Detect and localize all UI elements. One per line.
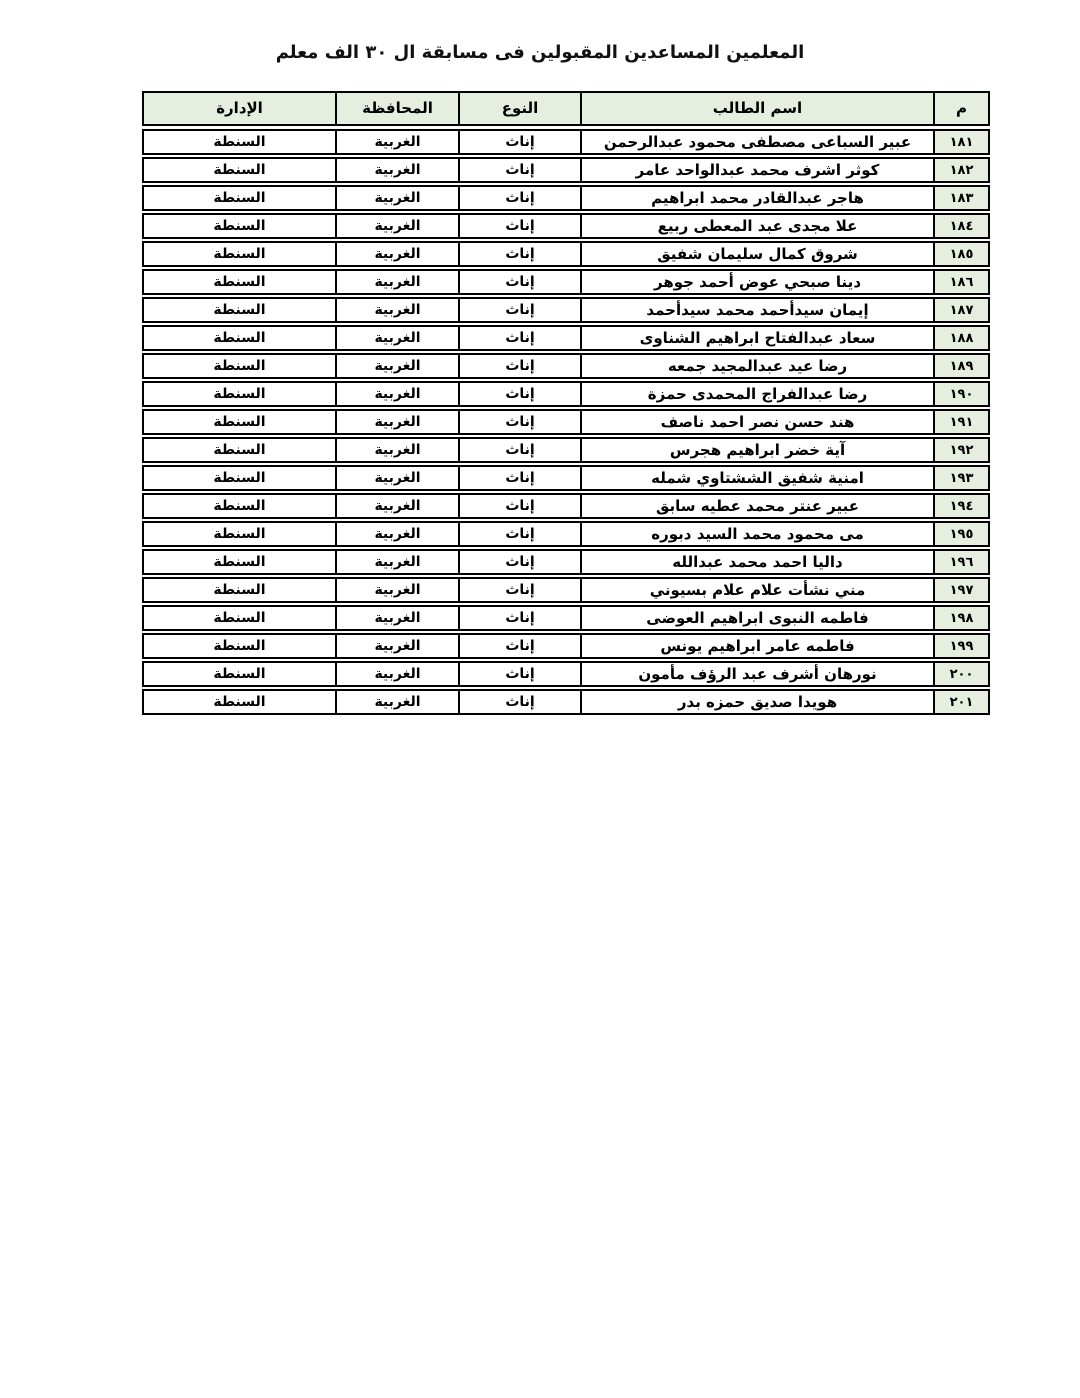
cell-gender: إناث — [458, 215, 580, 237]
header-student-name: اسم الطالب — [580, 93, 933, 124]
cell-number: ١٨٥ — [933, 243, 988, 265]
table-row — [142, 633, 990, 659]
cell-gender: إناث — [458, 551, 580, 573]
cell-governorate: الغربية — [335, 607, 458, 629]
cell-gender: إناث — [458, 355, 580, 377]
table-row — [142, 689, 990, 715]
cell-gender: إناث — [458, 411, 580, 433]
cell-student-name: عبير السباعى مصطفى محمود عبدالرحمن — [580, 131, 933, 153]
cell-gender: إناث — [458, 495, 580, 517]
cell-student-name: علا مجدى عبد المعطى ربيع — [580, 215, 933, 237]
table-row — [142, 605, 990, 631]
table-header-row — [142, 91, 990, 126]
cell-governorate: الغربية — [335, 691, 458, 713]
cell-governorate: الغربية — [335, 243, 458, 265]
cell-number: ١٩١ — [933, 411, 988, 433]
cell-administration: السنطة — [213, 470, 266, 486]
cell-student-name: مى محمود محمد السيد دبوره — [580, 523, 933, 545]
cell-student-name: إيمان سيدأحمد محمد سيدأحمد — [580, 299, 933, 321]
cell-administration: السنطة — [213, 190, 266, 206]
cell-gender: إناث — [458, 131, 580, 153]
cell-gender: إناث — [458, 579, 580, 601]
page-title: المعلمين المساعدين المقبولين فى مسابقة ال ٣٠ الف معلم — [275, 42, 805, 63]
table-row — [142, 297, 990, 323]
cell-student-name: دينا صبحي عوض أحمد جوهر — [580, 271, 933, 293]
cell-gender: إناث — [458, 187, 580, 209]
cell-number: ١٩٨ — [933, 607, 988, 629]
cell-number: ١٨٩ — [933, 355, 988, 377]
cell-student-name: هاجر عبدالقادر محمد ابراهيم — [580, 187, 933, 209]
cell-administration: السنطة — [213, 442, 266, 458]
cell-number: ١٨٣ — [933, 187, 988, 209]
table-row — [142, 213, 990, 239]
cell-number: ١٩٤ — [933, 495, 988, 517]
cell-governorate: الغربية — [335, 187, 458, 209]
cell-student-name: آية خضر ابراهيم هجرس — [580, 439, 933, 461]
cell-administration: السنطة — [213, 638, 266, 654]
table-row — [142, 353, 990, 379]
table-row — [142, 521, 990, 547]
table-row — [142, 465, 990, 491]
cell-number: ١٩٩ — [933, 635, 988, 657]
cell-administration: السنطة — [213, 498, 266, 514]
cell-student-name: داليا احمد محمد عبدالله — [580, 551, 933, 573]
cell-gender: إناث — [458, 663, 580, 685]
table-row — [142, 493, 990, 519]
cell-gender: إناث — [458, 383, 580, 405]
cell-student-name: كوثر اشرف محمد عبدالواحد عامر — [580, 159, 933, 181]
cell-number: ١٨٧ — [933, 299, 988, 321]
cell-number: ١٨٤ — [933, 215, 988, 237]
cell-governorate: الغربية — [335, 383, 458, 405]
cell-governorate: الغربية — [335, 579, 458, 601]
cell-governorate: الغربية — [335, 215, 458, 237]
cell-governorate: الغربية — [335, 411, 458, 433]
cell-administration: السنطة — [213, 666, 266, 682]
cell-student-name: فاطمه عامر ابراهيم يونس — [580, 635, 933, 657]
cell-gender: إناث — [458, 691, 580, 713]
cell-gender: إناث — [458, 439, 580, 461]
cell-administration: السنطة — [213, 694, 266, 710]
table-row — [142, 269, 990, 295]
cell-administration: السنطة — [213, 358, 266, 374]
cell-number: ١٩٥ — [933, 523, 988, 545]
teachers-table — [142, 91, 990, 715]
table-row — [142, 157, 990, 183]
cell-number: ١٨٨ — [933, 327, 988, 349]
cell-governorate: الغربية — [335, 635, 458, 657]
table-row — [142, 241, 990, 267]
cell-administration: السنطة — [213, 554, 266, 570]
cell-gender: إناث — [458, 523, 580, 545]
cell-governorate: الغربية — [335, 495, 458, 517]
cell-administration: السنطة — [213, 414, 266, 430]
table-body — [142, 129, 990, 715]
cell-administration: السنطة — [213, 526, 266, 542]
cell-number: ١٩٧ — [933, 579, 988, 601]
cell-number: ١٩٠ — [933, 383, 988, 405]
table-row — [142, 409, 990, 435]
cell-gender: إناث — [458, 607, 580, 629]
header-governorate: المحافظة — [335, 93, 458, 124]
table-row — [142, 381, 990, 407]
cell-number: ١٩٣ — [933, 467, 988, 489]
cell-governorate: الغربية — [335, 131, 458, 153]
cell-student-name: عبير عنتر محمد عطيه سابق — [580, 495, 933, 517]
cell-student-name: مني نشأت علام علام بسيوني — [580, 579, 933, 601]
cell-gender: إناث — [458, 243, 580, 265]
cell-number: ٢٠١ — [933, 691, 988, 713]
cell-number: ١٩٢ — [933, 439, 988, 461]
cell-administration: السنطة — [213, 302, 266, 318]
cell-administration: السنطة — [213, 134, 266, 150]
cell-gender: إناث — [458, 159, 580, 181]
cell-governorate: الغربية — [335, 299, 458, 321]
cell-student-name: فاطمه النبوى ابراهيم العوضى — [580, 607, 933, 629]
table-row — [142, 549, 990, 575]
cell-governorate: الغربية — [335, 327, 458, 349]
table-row — [142, 577, 990, 603]
cell-governorate: الغربية — [335, 467, 458, 489]
cell-governorate: الغربية — [335, 523, 458, 545]
header-administration: الإدارة — [144, 93, 335, 124]
cell-gender: إناث — [458, 467, 580, 489]
cell-governorate: الغربية — [335, 551, 458, 573]
cell-student-name: رضا عبدالفراج المحمدى حمزة — [580, 383, 933, 405]
cell-gender: إناث — [458, 271, 580, 293]
cell-student-name: هويدا صديق حمزه بدر — [580, 691, 933, 713]
table-row — [142, 325, 990, 351]
cell-governorate: الغربية — [335, 355, 458, 377]
table-row — [142, 185, 990, 211]
cell-administration: السنطة — [213, 162, 266, 178]
header-gender: النوع — [458, 93, 580, 124]
cell-student-name: رضا عيد عبدالمجيد جمعه — [580, 355, 933, 377]
cell-administration: السنطة — [213, 218, 266, 234]
cell-administration: السنطة — [213, 610, 266, 626]
cell-governorate: الغربية — [335, 439, 458, 461]
cell-administration: السنطة — [213, 330, 266, 346]
cell-gender: إناث — [458, 327, 580, 349]
cell-governorate: الغربية — [335, 663, 458, 685]
table-row — [142, 661, 990, 687]
cell-gender: إناث — [458, 635, 580, 657]
cell-number: ١٨٦ — [933, 271, 988, 293]
cell-administration: السنطة — [213, 274, 266, 290]
cell-number: ١٩٦ — [933, 551, 988, 573]
cell-student-name: سعاد عبدالفتاح ابراهيم الشناوى — [580, 327, 933, 349]
cell-number: ١٨٢ — [933, 159, 988, 181]
cell-administration: السنطة — [213, 246, 266, 262]
cell-student-name: هند حسن نصر احمد ناصف — [580, 411, 933, 433]
cell-student-name: شروق كمال سليمان شفيق — [580, 243, 933, 265]
cell-governorate: الغربية — [335, 159, 458, 181]
header-number: م — [933, 93, 988, 124]
cell-student-name: امنية شفيق الششتاوي شمله — [580, 467, 933, 489]
cell-gender: إناث — [458, 299, 580, 321]
cell-governorate: الغربية — [335, 271, 458, 293]
cell-number: ١٨١ — [933, 131, 988, 153]
cell-administration: السنطة — [213, 582, 266, 598]
cell-number: ٢٠٠ — [933, 663, 988, 685]
table-row — [142, 129, 990, 155]
table-row — [142, 437, 990, 463]
cell-student-name: نورهان أشرف عبد الرؤف مأمون — [580, 663, 933, 685]
cell-administration: السنطة — [213, 386, 266, 402]
